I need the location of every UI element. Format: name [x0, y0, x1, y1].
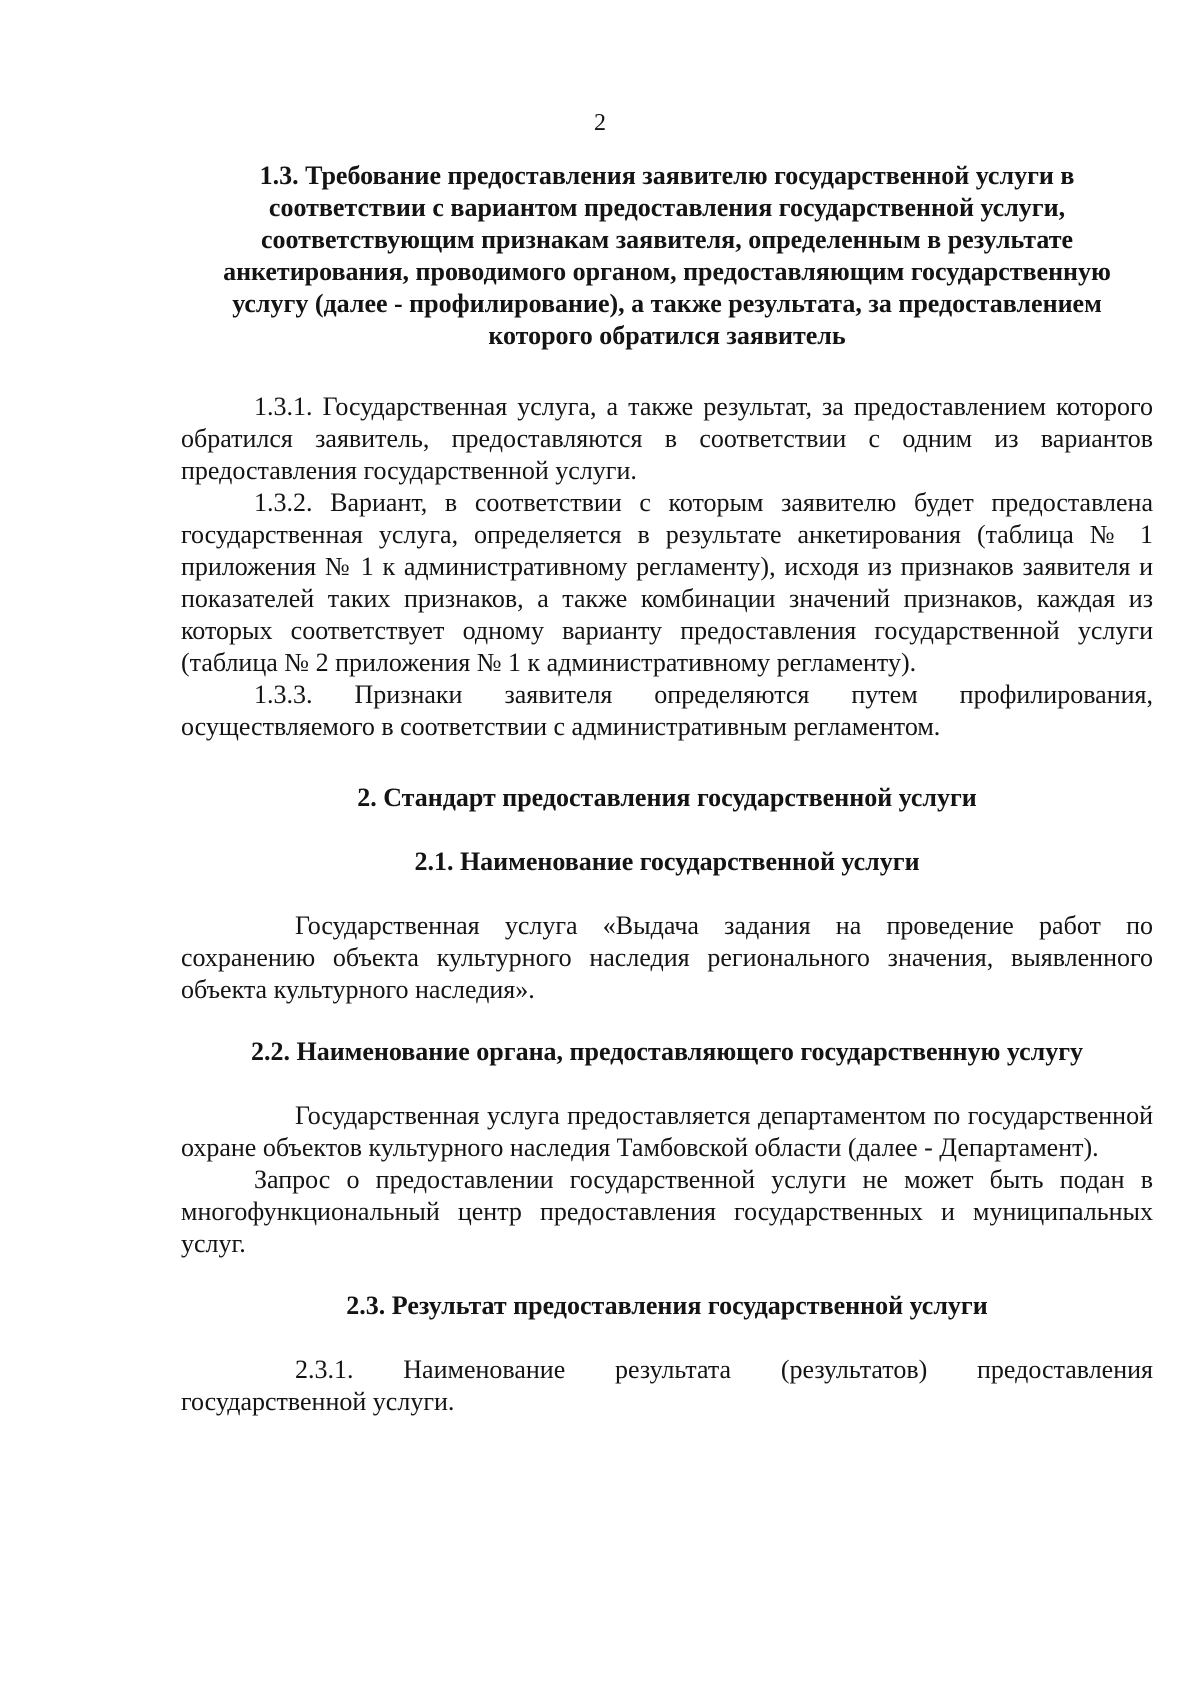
section-2-3-heading: 2.3. Результат предоставления государственной услуги [346, 1291, 988, 1320]
spacer [181, 1260, 1153, 1290]
section-2-1-heading: 2.1. Наименование государственной услуги [414, 847, 920, 876]
spacer [181, 743, 1153, 782]
paragraph-1-3-2: 1.3.2. Вариант, в соответствии с которым заявителю будет предоставлена государственная услуга, определяется в результате анкетирования (таблица № 1 приложения № 1 к административному регламенту), исходя из признаков заявителя и показателей таких признаков, а также комбинации значений признаков, каждая из которых соответствует одному варианту предоставления государственной услуги (таблица № 2 приложения № 1 к административному регламенту). [181, 488, 1153, 677]
spacer [181, 1322, 1153, 1354]
paragraph-2-3-1: 2.3.1. Наименование результата (результатов) предоставления государственной услуги. [181, 1355, 1153, 1416]
paragraph-1-3-3: 1.3.3. Признаки заявителя определяются путем профилирования, осуществляемого в соответствии с административным регламентом. [181, 680, 1153, 741]
section-1-3-heading: 1.3. Требование предоставления заявителю государственной услуги в соответствии с вариантом предоставления государственной услуги, соответствующим признакам заявителя, определенным в результате анкетирования, проводимого органом, предоставляющим государственную услугу (далее - профилирование), а также результата, за предоставлением которого обратился заявитель [223, 161, 1111, 350]
document-body [181, 160, 1153, 1418]
spacer [181, 878, 1153, 910]
paragraph-2-2-1: Государственная услуга предоставляется департаментом по государственной охране объектов культурного наследия Тамбовской области (далее - Департамент). [181, 1101, 1153, 1162]
spacer [181, 814, 1153, 846]
spacer [181, 352, 1153, 391]
page-number: 2 [594, 110, 606, 136]
section-2-heading: 2. Стандарт предоставления государственной услуги [357, 783, 977, 812]
spacer [181, 1006, 1153, 1036]
section-2-2-heading: 2.2. Наименование органа, предоставляющего государственную услугу [250, 1037, 1084, 1066]
paragraph-1-3-1: 1.3.1. Государственная услуга, а также результат, за предоставлением которого обратился заявитель, предоставляются в соответствии с одним из вариантов предоставления государственной услуги. [181, 392, 1153, 485]
paragraph-2-2-2: Запрос о предоставлении государственной услуги не может быть подан в многофункциональный центр предоставления государственных и муниципальных услуг. [181, 1165, 1153, 1258]
paragraph-2-1: Государственная услуга «Выдача задания на проведение работ по сохранению объекта культурного наследия регионального значения, выявленного объекта культурного наследия». [181, 911, 1153, 1004]
spacer [181, 1068, 1153, 1100]
